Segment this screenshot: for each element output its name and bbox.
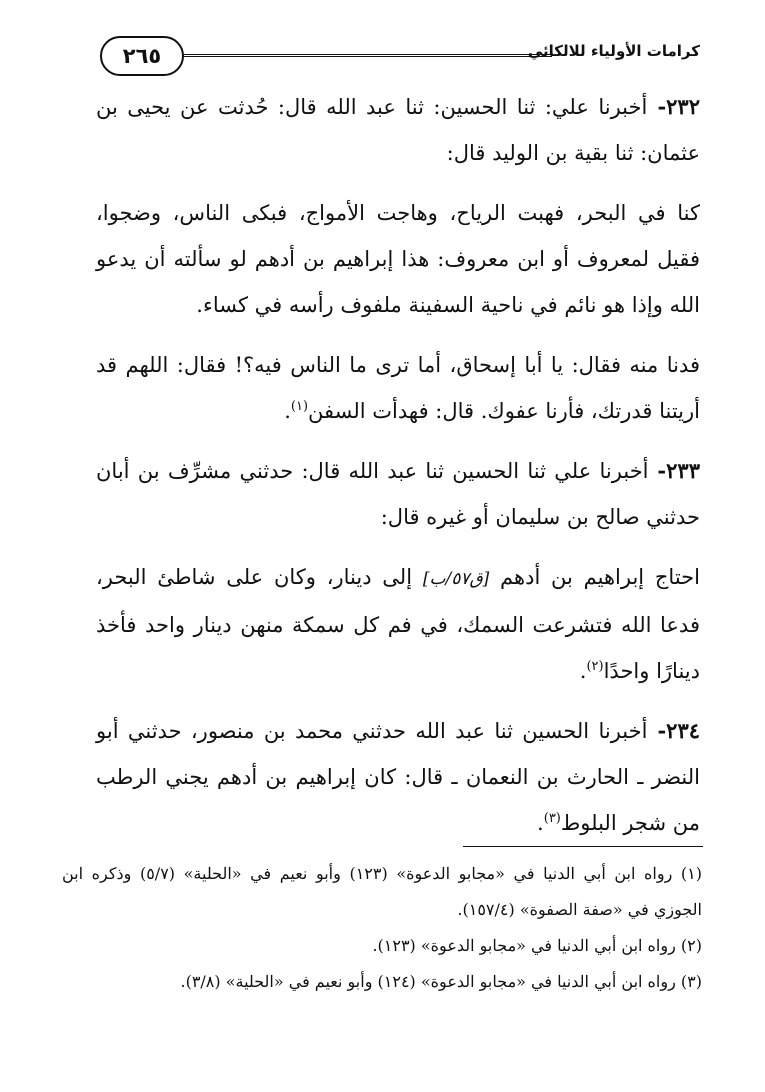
paragraph-end: .: [579, 659, 587, 683]
footnote-ref-3[interactable]: (٣): [543, 811, 561, 826]
paragraph-text: أخبرنا علي: ثنا الحسين: ثنا عبد الله قال: حُدثت عن يحيى بن عثمان: ثنا بقية بن الوليد قال:: [96, 95, 700, 165]
footnote-divider: [463, 846, 703, 847]
paragraph-232: [96, 84, 700, 176]
paragraph-story-3: [96, 554, 700, 694]
main-text: [96, 84, 700, 860]
paragraph-text-start: احتاج إبراهيم بن أدهم: [489, 565, 700, 589]
footnote-3: (٣) رواه ابن أبي الدنيا في «مجابو الدعوة» (١٢٤) وأبو نعيم في «الحلية» (٣/٨).: [180, 972, 702, 991]
footnotes: [62, 856, 702, 1000]
paragraph-story-2: [96, 342, 700, 434]
running-title: كرامات الأولياء للالكائي: [527, 42, 700, 60]
footnote-1: (١) رواه ابن أبي الدنيا في «مجابو الدعوة» (١٢٣) وأبو نعيم في «الحلية» (٥/٧) وذكره ابن الجوزي في «صفة الصفوة» (١٥٧/٤).: [62, 864, 703, 919]
paragraph-text: أخبرنا علي ثنا الحسين ثنا عبد الله قال: حدثني مشرِّف بن أبان حدثني صالح بن سليمان أو غيره قال:: [96, 459, 700, 529]
page-header: [100, 36, 700, 80]
footnote-ref-2[interactable]: (٢): [586, 659, 604, 674]
paragraph-text: إلى دينار، وكان على شاطئ البحر، فدعا الله فتشرعت السمك، في فم كل سمكة منهن دينار واحد فأخذ دينارًا واحدًا: [96, 565, 700, 683]
paragraph-story-1: [96, 190, 700, 328]
paragraph-234: [96, 708, 700, 846]
page-number: ٢٦٥: [100, 36, 184, 76]
paragraph-text: فدنا منه فقال: يا أبا إسحاق، أما ترى ما الناس فيه؟! فقال: اللهم قد أريتنا قدرتك، فأرنا عفوك. قال: فهدأت السفن: [96, 353, 700, 423]
narration-number: ٢٣٤-: [647, 718, 701, 743]
paragraph-end: .: [284, 399, 291, 423]
paragraph-text: أخبرنا الحسين ثنا عبد الله حدثني محمد بن منصور، حدثني أبو النضر ـ الحارث بن النعمان ـ قال: كان إبراهيم بن أدهم يجني الرطب من شجر البلوط: [96, 719, 700, 835]
footnote-2: (٢) رواه ابن أبي الدنيا في «مجابو الدعوة» (١٢٣).: [372, 936, 702, 955]
paragraph-end: .: [537, 811, 544, 835]
paragraph-text: كنا في البحر، فهبت الرياح، وهاجت الأمواج، فبكى الناس، وضجوا، فقيل لمعروف أو ابن معروف: هذا إبراهيم بن أدهم لو سألته أن يدعو الله وإذا هو نائم في ناحية السفينة ملفوف رأسه في كساء.: [96, 201, 700, 317]
narration-number: ٢٣٢-: [647, 94, 700, 119]
manuscript-folio-mark: [ق٥٧/ب]: [422, 569, 490, 589]
narration-number: ٢٣٣-: [648, 458, 700, 483]
footnote-ref-1[interactable]: (١): [290, 399, 309, 414]
header-rule: [182, 54, 552, 57]
paragraph-233: [96, 448, 700, 540]
